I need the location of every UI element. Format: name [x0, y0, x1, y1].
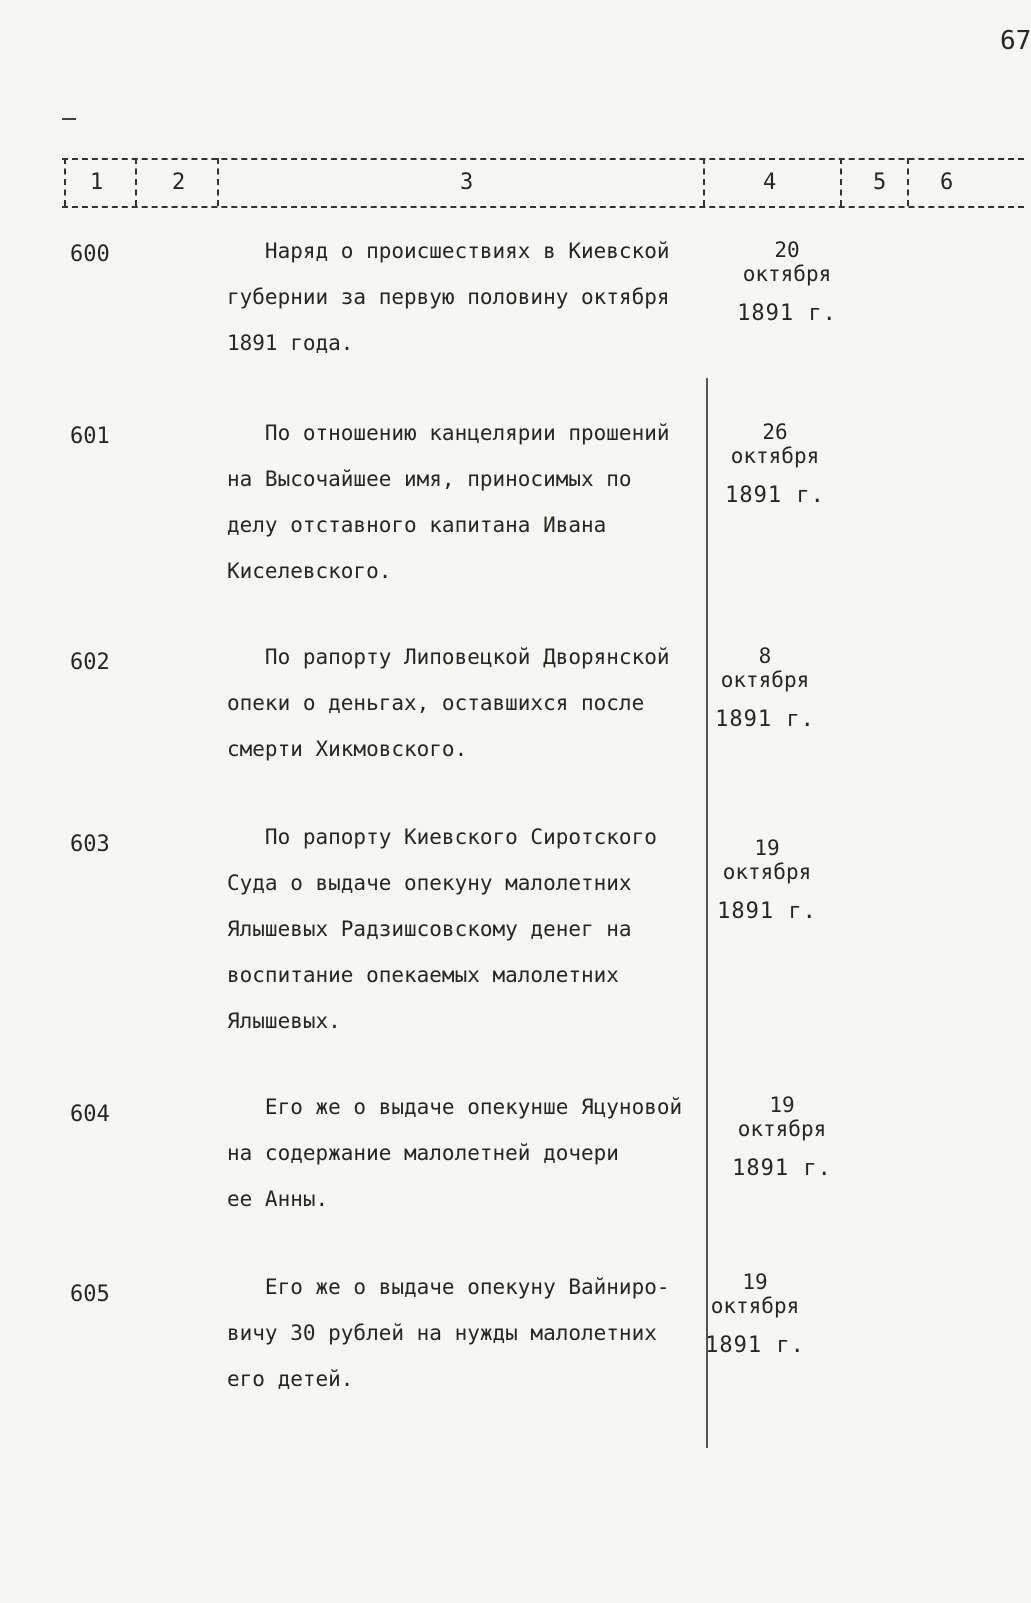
date-month: октября — [720, 668, 810, 692]
date-year: 1891 г. — [715, 707, 815, 732]
date-month: октября — [737, 1117, 827, 1141]
entry-date — [690, 1270, 820, 1358]
column-header-4: 4 — [763, 170, 777, 195]
entry-number: 604 — [70, 1102, 110, 1127]
date-month: октября — [722, 860, 812, 884]
entry-date — [700, 644, 830, 732]
column-header-5: 5 — [873, 170, 887, 195]
page-number: 67 — [1000, 26, 1031, 56]
header-bottom-rule — [62, 206, 1024, 208]
date-month: октября — [742, 262, 832, 286]
entry-number: 601 — [70, 424, 110, 449]
date-year: 1891 г. — [732, 1156, 832, 1181]
column-divider — [135, 158, 137, 206]
date-year: 1891 г. — [725, 483, 825, 508]
date-month: октября — [710, 1294, 800, 1318]
column-divider — [64, 158, 66, 206]
entry-date — [702, 836, 832, 924]
entry-text: Его же о выдаче опекуну Вайниро- вичу 30 рублей на нужды малолетних его детей. — [227, 1275, 670, 1391]
entry-text: Наряд о происшествиях в Киевской губернии за первую половину октября 1891 года. — [227, 239, 670, 355]
entry-date — [722, 238, 852, 326]
date-day: 19 — [769, 1093, 795, 1117]
date-day: 20 — [774, 238, 800, 262]
date-day: 19 — [754, 836, 780, 860]
entry-number: 602 — [70, 650, 110, 675]
date-day: 8 — [758, 644, 772, 668]
entry-date — [710, 420, 840, 508]
column-header-6: 6 — [940, 170, 954, 195]
entry-date — [717, 1093, 847, 1181]
column-divider — [217, 158, 219, 206]
header-top-rule — [62, 158, 1024, 160]
entry-text: По рапорту Липовецкой Дворянской опеки о деньгах, оставшихся после смерти Хикмовского. — [227, 645, 670, 761]
entry-text: По рапорту Киевского Сиротского Суда о выдаче опекуну малолетних Ялышевых Радзишсовскому денег на воспитание опекаемых малолетних Ялышевых. — [227, 825, 657, 1033]
date-month: октября — [730, 444, 820, 468]
entry-text: По отношению канцелярии прошений на Высочайшее имя, приносимых по делу отставного капитана Ивана Киселевского. — [227, 421, 670, 583]
entry-number: 605 — [70, 1282, 110, 1307]
column-divider — [840, 158, 842, 206]
column-divider — [907, 158, 909, 206]
entry-number: 600 — [70, 242, 110, 267]
column-header-1: 1 — [90, 170, 104, 195]
date-day: 19 — [742, 1270, 768, 1294]
entry-text: Его же о выдаче опекунше Яцуновой на содержание малолетней дочери ее Анны. — [227, 1095, 683, 1211]
date-day: 26 — [762, 420, 788, 444]
column-header-3: 3 — [460, 170, 474, 195]
date-year: 1891 г. — [705, 1333, 805, 1358]
margin-mark — [62, 118, 76, 120]
date-year: 1891 г. — [737, 301, 837, 326]
column-divider — [703, 158, 705, 206]
entry-number: 603 — [70, 832, 110, 857]
date-year: 1891 г. — [717, 899, 817, 924]
column-header-2: 2 — [172, 170, 186, 195]
